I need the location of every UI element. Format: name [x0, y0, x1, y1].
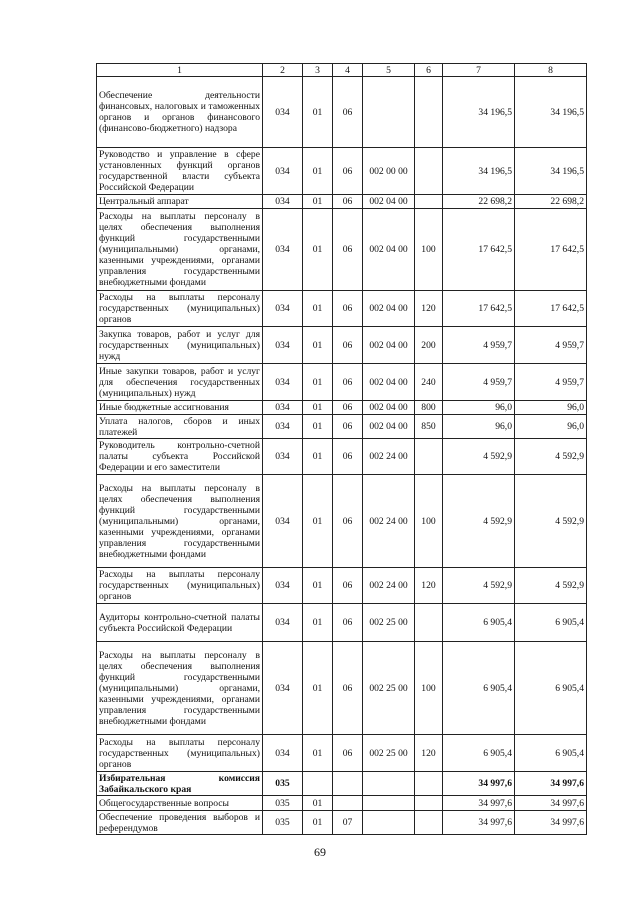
table-row: [97, 439, 587, 475]
header-cell: 1: [97, 64, 263, 77]
table-row: [97, 772, 587, 796]
code-cell: 034: [263, 735, 303, 772]
amount-cell: 17 642,5: [515, 209, 587, 291]
code-cell: 034: [263, 77, 303, 148]
section-cell: [303, 772, 333, 796]
subsection-cell: 06: [333, 475, 363, 568]
table-row: [97, 415, 587, 439]
subsection-cell: 06: [333, 642, 363, 735]
section-cell: 01: [303, 735, 333, 772]
code-cell: 034: [263, 148, 303, 195]
section-cell: 01: [303, 568, 333, 604]
amount-cell: 34 997,6: [443, 796, 515, 811]
header-cell: 7: [443, 64, 515, 77]
code-cell: 034: [263, 327, 303, 364]
code-cell: 034: [263, 401, 303, 415]
amount-cell: 4 592,9: [515, 568, 587, 604]
code-cell: 035: [263, 796, 303, 811]
amount-cell: 22 698,2: [515, 195, 587, 209]
amount-cell: 4 592,9: [515, 439, 587, 475]
target-article-cell: 002 24 00: [363, 439, 415, 475]
subsection-cell: 06: [333, 364, 363, 401]
amount-cell: 6 905,4: [443, 735, 515, 772]
table-row: [97, 401, 587, 415]
amount-cell: 6 905,4: [515, 604, 587, 642]
section-cell: 01: [303, 642, 333, 735]
subsection-cell: 07: [333, 811, 363, 835]
row-name-cell: Расходы на выплаты персоналу государственных (муниципальных) органов: [97, 568, 263, 604]
section-cell: 01: [303, 327, 333, 364]
code-cell: 034: [263, 604, 303, 642]
row-name-cell: Закупка товаров, работ и услуг для государственных (муниципальных) нужд: [97, 327, 263, 364]
expense-type-cell: [415, 195, 443, 209]
table-row: [97, 811, 587, 835]
row-name-cell: Руководство и управление в сфере установленных функций органов государственной власти субъекта Российской Федерации: [97, 148, 263, 195]
code-cell: 034: [263, 209, 303, 291]
expense-type-cell: 100: [415, 209, 443, 291]
row-name-cell: Уплата налогов, сборов и иных платежей: [97, 415, 263, 439]
row-name-cell: Руководитель контрольно-счетной палаты субъекта Российской Федерации и его заместители: [97, 439, 263, 475]
amount-cell: 96,0: [443, 415, 515, 439]
code-cell: 034: [263, 415, 303, 439]
table-row: [97, 735, 587, 772]
amount-cell: 34 997,6: [515, 796, 587, 811]
amount-cell: 6 905,4: [515, 642, 587, 735]
row-name-cell: Иные бюджетные ассигнования: [97, 401, 263, 415]
amount-cell: 34 997,6: [515, 772, 587, 796]
expense-type-cell: [415, 796, 443, 811]
amount-cell: 4 959,7: [515, 364, 587, 401]
amount-cell: 17 642,5: [515, 291, 587, 327]
section-cell: 01: [303, 796, 333, 811]
subsection-cell: [333, 796, 363, 811]
subsection-cell: 06: [333, 735, 363, 772]
code-cell: 034: [263, 364, 303, 401]
amount-cell: 34 997,6: [443, 811, 515, 835]
expense-type-cell: [415, 811, 443, 835]
section-cell: 01: [303, 811, 333, 835]
code-cell: 034: [263, 568, 303, 604]
target-article-cell: 002 24 00: [363, 568, 415, 604]
section-cell: 01: [303, 148, 333, 195]
table-row: [97, 475, 587, 568]
amount-cell: 6 905,4: [515, 735, 587, 772]
amount-cell: 4 592,9: [443, 568, 515, 604]
subsection-cell: 06: [333, 568, 363, 604]
amount-cell: 34 196,5: [443, 148, 515, 195]
code-cell: 034: [263, 439, 303, 475]
table-row: [97, 148, 587, 195]
amount-cell: 96,0: [515, 401, 587, 415]
target-article-cell: 002 24 00: [363, 475, 415, 568]
section-cell: 01: [303, 475, 333, 568]
subsection-cell: 06: [333, 327, 363, 364]
subsection-cell: 06: [333, 439, 363, 475]
target-article-cell: 002 04 00: [363, 327, 415, 364]
row-name-cell: Общегосударственные вопросы: [97, 796, 263, 811]
target-article-cell: 002 04 00: [363, 364, 415, 401]
expense-type-cell: 800: [415, 401, 443, 415]
expense-type-cell: 100: [415, 642, 443, 735]
row-name-cell: Аудиторы контрольно-счетной палаты субъекта Российской Федерации: [97, 604, 263, 642]
amount-cell: 34 196,5: [515, 148, 587, 195]
target-article-cell: 002 04 00: [363, 209, 415, 291]
row-name-cell: Расходы на выплаты персоналу в целях обеспечения выполнения функций государственными (муниципальными) органами, казенными учреждениями, органами управления государственными внебюджетными фондами: [97, 475, 263, 568]
amount-cell: 6 905,4: [443, 642, 515, 735]
table-row: [97, 327, 587, 364]
subsection-cell: 06: [333, 604, 363, 642]
subsection-cell: 06: [333, 415, 363, 439]
header-cell: 3: [303, 64, 333, 77]
row-name-cell: Расходы на выплаты персоналу государственных (муниципальных) органов: [97, 735, 263, 772]
target-article-cell: 002 00 00: [363, 148, 415, 195]
amount-cell: 4 959,7: [443, 364, 515, 401]
section-cell: 01: [303, 401, 333, 415]
amount-cell: 96,0: [515, 415, 587, 439]
table-row: [97, 604, 587, 642]
amount-cell: 17 642,5: [443, 291, 515, 327]
expense-type-cell: [415, 439, 443, 475]
code-cell: 034: [263, 195, 303, 209]
row-name-cell: Расходы на выплаты персоналу государственных (муниципальных) органов: [97, 291, 263, 327]
amount-cell: 6 905,4: [443, 604, 515, 642]
amount-cell: 34 196,5: [515, 77, 587, 148]
subsection-cell: 06: [333, 195, 363, 209]
section-cell: 01: [303, 439, 333, 475]
header-cell: 2: [263, 64, 303, 77]
table-row: [97, 642, 587, 735]
code-cell: 034: [263, 475, 303, 568]
amount-cell: 4 959,7: [515, 327, 587, 364]
table-body: [97, 64, 587, 835]
subsection-cell: 06: [333, 148, 363, 195]
target-article-cell: 002 04 00: [363, 415, 415, 439]
row-name-cell: Центральный аппарат: [97, 195, 263, 209]
header-cell: 4: [333, 64, 363, 77]
table-row: [97, 291, 587, 327]
row-name-cell: Иные закупки товаров, работ и услуг для обеспечения государственных (муниципальных) нужд: [97, 364, 263, 401]
subsection-cell: 06: [333, 291, 363, 327]
table-row: [97, 796, 587, 811]
target-article-cell: [363, 811, 415, 835]
amount-cell: 22 698,2: [443, 195, 515, 209]
table-row: [97, 568, 587, 604]
header-cell: 8: [515, 64, 587, 77]
subsection-cell: [333, 772, 363, 796]
subsection-cell: 06: [333, 77, 363, 148]
target-article-cell: 002 04 00: [363, 195, 415, 209]
table-row: [97, 209, 587, 291]
section-cell: 01: [303, 604, 333, 642]
expense-type-cell: 120: [415, 568, 443, 604]
section-cell: 01: [303, 364, 333, 401]
expense-type-cell: 120: [415, 291, 443, 327]
expense-type-cell: 240: [415, 364, 443, 401]
code-cell: 034: [263, 291, 303, 327]
target-article-cell: 002 04 00: [363, 291, 415, 327]
target-article-cell: [363, 796, 415, 811]
row-name-cell: Расходы на выплаты персоналу в целях обеспечения выполнения функций государственными (муниципальными) органами, казенными учреждениями, органами управления государственными внебюджетными фондами: [97, 209, 263, 291]
budget-table: [96, 63, 587, 835]
section-cell: 01: [303, 209, 333, 291]
page-number: 69: [314, 845, 326, 859]
target-article-cell: 002 25 00: [363, 642, 415, 735]
expense-type-cell: 120: [415, 735, 443, 772]
target-article-cell: [363, 772, 415, 796]
table-header-row: [97, 64, 587, 77]
table-row: [97, 364, 587, 401]
amount-cell: 96,0: [443, 401, 515, 415]
table-row: [97, 77, 587, 148]
expense-type-cell: [415, 77, 443, 148]
amount-cell: 34 997,6: [515, 811, 587, 835]
amount-cell: 4 592,9: [515, 475, 587, 568]
expense-type-cell: 100: [415, 475, 443, 568]
header-cell: 6: [415, 64, 443, 77]
amount-cell: 4 592,9: [443, 439, 515, 475]
table-row: [97, 195, 587, 209]
expense-type-cell: [415, 772, 443, 796]
section-cell: 01: [303, 195, 333, 209]
target-article-cell: [363, 77, 415, 148]
subsection-cell: 06: [333, 401, 363, 415]
expense-type-cell: [415, 148, 443, 195]
code-cell: 034: [263, 642, 303, 735]
amount-cell: 4 592,9: [443, 475, 515, 568]
target-article-cell: 002 25 00: [363, 735, 415, 772]
subsection-cell: 06: [333, 209, 363, 291]
row-name-cell: Расходы на выплаты персоналу в целях обеспечения выполнения функций государственными (муниципальными) органами, казенными учреждениями, органами управления государственными внебюджетными фондами: [97, 642, 263, 735]
target-article-cell: 002 25 00: [363, 604, 415, 642]
amount-cell: 17 642,5: [443, 209, 515, 291]
section-cell: 01: [303, 415, 333, 439]
row-name-cell: Избирательная комиссия Забайкальского края: [97, 772, 263, 796]
target-article-cell: 002 04 00: [363, 401, 415, 415]
code-cell: 035: [263, 772, 303, 796]
expense-type-cell: 200: [415, 327, 443, 364]
section-cell: 01: [303, 77, 333, 148]
section-cell: 01: [303, 291, 333, 327]
amount-cell: 34 997,6: [443, 772, 515, 796]
code-cell: 035: [263, 811, 303, 835]
expense-type-cell: 850: [415, 415, 443, 439]
header-cell: 5: [363, 64, 415, 77]
expense-type-cell: [415, 604, 443, 642]
row-name-cell: Обеспечение проведения выборов и референдумов: [97, 811, 263, 835]
amount-cell: 34 196,5: [443, 77, 515, 148]
amount-cell: 4 959,7: [443, 327, 515, 364]
row-name-cell: Обеспечение деятельности финансовых, налоговых и таможенных органов и органов финансового (финансово-бюджетного) надзора: [97, 77, 263, 148]
